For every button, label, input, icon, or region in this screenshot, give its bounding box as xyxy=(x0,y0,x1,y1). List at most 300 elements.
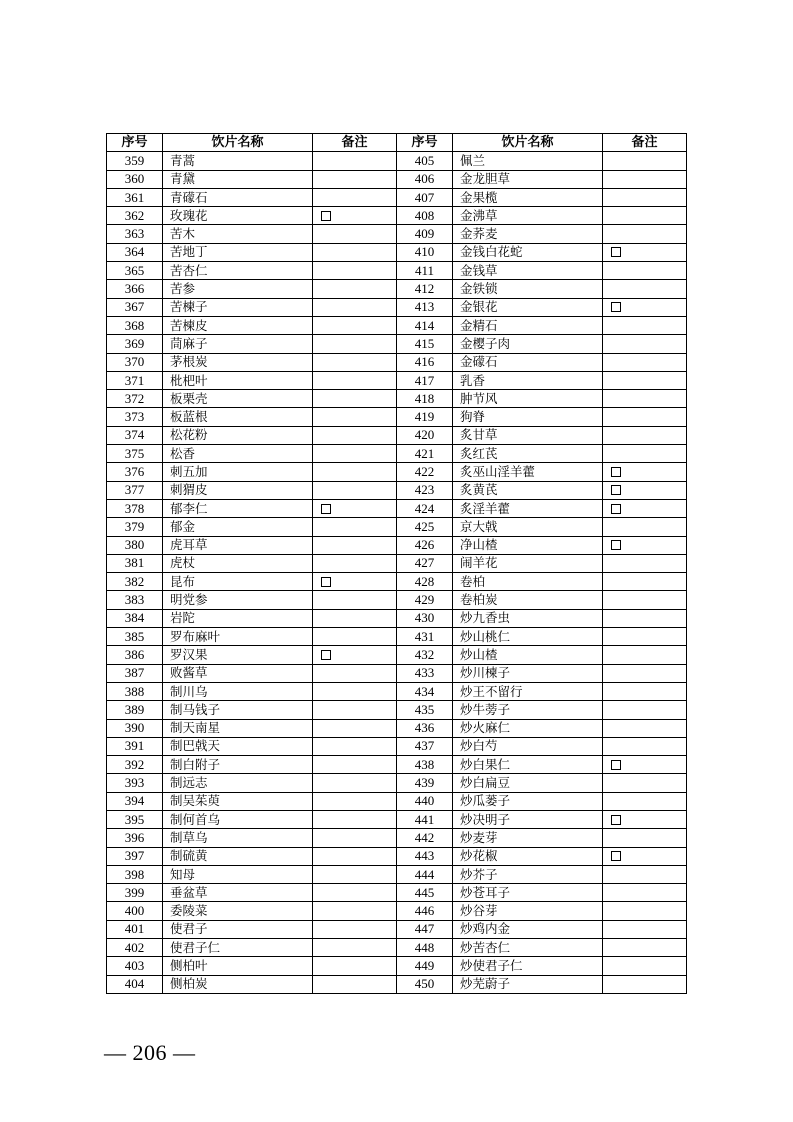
remark-cell xyxy=(603,243,687,261)
slice-name-cell: 明党参 xyxy=(163,591,313,609)
checkbox-square-icon xyxy=(321,577,331,587)
slice-name-cell: 知母 xyxy=(163,865,313,883)
serial-number-cell: 375 xyxy=(107,445,163,463)
slice-name-cell: 金铁锁 xyxy=(453,280,603,298)
serial-number-cell: 449 xyxy=(397,957,453,975)
serial-number-cell: 443 xyxy=(397,847,453,865)
remark-cell xyxy=(603,664,687,682)
slice-name-cell: 炒芜蔚子 xyxy=(453,975,603,993)
slice-name-cell: 炒花椒 xyxy=(453,847,603,865)
serial-number-cell: 361 xyxy=(107,188,163,206)
remark-cell xyxy=(603,646,687,664)
serial-number-cell: 362 xyxy=(107,207,163,225)
slice-name-cell: 炙巫山淫羊藿 xyxy=(453,463,603,481)
remark-cell xyxy=(313,371,397,389)
slice-name-cell: 苦参 xyxy=(163,280,313,298)
remark-cell xyxy=(603,353,687,371)
slice-name-cell: 金钱白花蛇 xyxy=(453,243,603,261)
serial-number-cell: 374 xyxy=(107,426,163,444)
slice-name-cell: 炒川楝子 xyxy=(453,664,603,682)
page-number: — 206 — xyxy=(104,1040,196,1065)
slice-name-cell: 狗脊 xyxy=(453,408,603,426)
slice-name-cell: 垂盆草 xyxy=(163,884,313,902)
checkbox-square-icon xyxy=(611,467,621,477)
slice-name-cell: 肿节风 xyxy=(453,390,603,408)
header-slice-name-left: 饮片名称 xyxy=(163,134,313,152)
serial-number-cell: 391 xyxy=(107,737,163,755)
remark-cell xyxy=(313,262,397,280)
remark-cell xyxy=(603,554,687,572)
slice-name-cell: 净山楂 xyxy=(453,536,603,554)
remark-cell xyxy=(603,426,687,444)
remark-cell xyxy=(313,481,397,499)
slice-name-cell: 虎杖 xyxy=(163,554,313,572)
remark-cell xyxy=(313,774,397,792)
table-row xyxy=(107,335,687,353)
slice-name-cell: 玫瑰花 xyxy=(163,207,313,225)
serial-number-cell: 437 xyxy=(397,737,453,755)
serial-number-cell: 426 xyxy=(397,536,453,554)
table-row xyxy=(107,682,687,700)
remark-cell xyxy=(313,426,397,444)
remark-cell xyxy=(313,573,397,591)
slice-name-cell: 金果榄 xyxy=(453,188,603,206)
serial-number-cell: 376 xyxy=(107,463,163,481)
serial-number-cell: 445 xyxy=(397,884,453,902)
slice-name-cell: 松香 xyxy=(163,445,313,463)
serial-number-cell: 397 xyxy=(107,847,163,865)
serial-number-cell: 400 xyxy=(107,902,163,920)
remark-cell xyxy=(313,646,397,664)
serial-number-cell: 417 xyxy=(397,371,453,389)
slice-name-cell: 炒使君子仁 xyxy=(453,957,603,975)
table-row xyxy=(107,719,687,737)
serial-number-cell: 360 xyxy=(107,170,163,188)
remark-cell xyxy=(603,609,687,627)
serial-number-cell: 418 xyxy=(397,390,453,408)
remark-cell xyxy=(603,536,687,554)
remark-cell xyxy=(603,902,687,920)
slice-name-cell: 炒九香虫 xyxy=(453,609,603,627)
slice-name-cell: 炒麦芽 xyxy=(453,829,603,847)
remark-cell xyxy=(603,829,687,847)
slice-name-cell: 岩陀 xyxy=(163,609,313,627)
slice-name-cell: 炒决明子 xyxy=(453,810,603,828)
slice-name-cell: 炒火麻仁 xyxy=(453,719,603,737)
table-row xyxy=(107,463,687,481)
slice-name-cell: 松花粉 xyxy=(163,426,313,444)
slice-name-cell: 炒谷芽 xyxy=(453,902,603,920)
slice-name-cell: 制草乌 xyxy=(163,829,313,847)
table-row xyxy=(107,939,687,957)
table-row xyxy=(107,408,687,426)
table-row xyxy=(107,298,687,316)
table-row xyxy=(107,390,687,408)
remark-cell xyxy=(313,499,397,517)
remark-cell xyxy=(313,554,397,572)
slice-name-cell: 制天南星 xyxy=(163,719,313,737)
slice-name-cell: 板蓝根 xyxy=(163,408,313,426)
table-row xyxy=(107,445,687,463)
header-serial-left: 序号 xyxy=(107,134,163,152)
serial-number-cell: 390 xyxy=(107,719,163,737)
serial-number-cell: 395 xyxy=(107,810,163,828)
table-row xyxy=(107,262,687,280)
slice-name-cell: 炒白芍 xyxy=(453,737,603,755)
serial-number-cell: 436 xyxy=(397,719,453,737)
checkbox-square-icon xyxy=(611,504,621,514)
remark-cell xyxy=(603,682,687,700)
remark-cell xyxy=(603,225,687,243)
slice-name-cell: 青黛 xyxy=(163,170,313,188)
table-row xyxy=(107,243,687,261)
remark-cell xyxy=(603,975,687,993)
remark-cell xyxy=(603,371,687,389)
slice-name-cell: 炙甘草 xyxy=(453,426,603,444)
table-row xyxy=(107,810,687,828)
remark-cell xyxy=(603,390,687,408)
remark-cell xyxy=(313,902,397,920)
table-row xyxy=(107,865,687,883)
slice-name-cell: 委陵菜 xyxy=(163,902,313,920)
remark-cell xyxy=(313,280,397,298)
slice-name-cell: 制何首乌 xyxy=(163,810,313,828)
table-row xyxy=(107,792,687,810)
serial-number-cell: 423 xyxy=(397,481,453,499)
table-row xyxy=(107,957,687,975)
slice-name-cell: 卷柏 xyxy=(453,573,603,591)
remark-cell xyxy=(313,737,397,755)
herbal-slices-table xyxy=(106,133,687,994)
remark-cell xyxy=(603,591,687,609)
slice-name-cell: 苦地丁 xyxy=(163,243,313,261)
remark-cell xyxy=(603,756,687,774)
remark-cell xyxy=(313,207,397,225)
serial-number-cell: 385 xyxy=(107,628,163,646)
slice-name-cell: 制巴戟天 xyxy=(163,737,313,755)
serial-number-cell: 382 xyxy=(107,573,163,591)
table-row xyxy=(107,756,687,774)
remark-cell xyxy=(313,682,397,700)
serial-number-cell: 377 xyxy=(107,481,163,499)
serial-number-cell: 435 xyxy=(397,701,453,719)
remark-cell xyxy=(603,628,687,646)
slice-name-cell: 茼麻子 xyxy=(163,335,313,353)
remark-cell xyxy=(603,207,687,225)
slice-name-cell: 败酱草 xyxy=(163,664,313,682)
serial-number-cell: 415 xyxy=(397,335,453,353)
checkbox-square-icon xyxy=(321,211,331,221)
table-row xyxy=(107,847,687,865)
serial-number-cell: 427 xyxy=(397,554,453,572)
table-row xyxy=(107,499,687,517)
serial-number-cell: 444 xyxy=(397,865,453,883)
table-row xyxy=(107,207,687,225)
remark-cell xyxy=(603,884,687,902)
serial-number-cell: 393 xyxy=(107,774,163,792)
serial-number-cell: 402 xyxy=(107,939,163,957)
serial-number-cell: 434 xyxy=(397,682,453,700)
slice-name-cell: 炙黄芪 xyxy=(453,481,603,499)
serial-number-cell: 439 xyxy=(397,774,453,792)
slice-name-cell: 青礞石 xyxy=(163,188,313,206)
header-remark-left: 备注 xyxy=(313,134,397,152)
remark-cell xyxy=(313,756,397,774)
remark-cell xyxy=(603,847,687,865)
checkbox-square-icon xyxy=(611,540,621,550)
remark-cell xyxy=(313,810,397,828)
remark-cell xyxy=(313,920,397,938)
table-row xyxy=(107,975,687,993)
slice-name-cell: 制远志 xyxy=(163,774,313,792)
table-row xyxy=(107,902,687,920)
table-row xyxy=(107,664,687,682)
serial-number-cell: 407 xyxy=(397,188,453,206)
slice-name-cell: 使君子仁 xyxy=(163,939,313,957)
serial-number-cell: 378 xyxy=(107,499,163,517)
table-row xyxy=(107,829,687,847)
slice-name-cell: 金钱草 xyxy=(453,262,603,280)
remark-cell xyxy=(313,225,397,243)
slice-name-cell: 金银花 xyxy=(453,298,603,316)
table-row xyxy=(107,371,687,389)
serial-number-cell: 438 xyxy=(397,756,453,774)
slice-name-cell: 制吴茱萸 xyxy=(163,792,313,810)
serial-number-cell: 414 xyxy=(397,316,453,334)
slice-name-cell: 炙红芪 xyxy=(453,445,603,463)
remark-cell xyxy=(603,170,687,188)
serial-number-cell: 370 xyxy=(107,353,163,371)
table-row xyxy=(107,628,687,646)
slice-name-cell: 闹羊花 xyxy=(453,554,603,572)
serial-number-cell: 398 xyxy=(107,865,163,883)
serial-number-cell: 413 xyxy=(397,298,453,316)
serial-number-cell: 421 xyxy=(397,445,453,463)
serial-number-cell: 422 xyxy=(397,463,453,481)
slice-name-cell: 金樱子肉 xyxy=(453,335,603,353)
slice-name-cell: 刺五加 xyxy=(163,463,313,481)
table-row xyxy=(107,884,687,902)
remark-cell xyxy=(313,829,397,847)
checkbox-square-icon xyxy=(611,302,621,312)
slice-name-cell: 炒鸡内金 xyxy=(453,920,603,938)
serial-number-cell: 369 xyxy=(107,335,163,353)
remark-cell xyxy=(313,536,397,554)
remark-cell xyxy=(603,445,687,463)
table-row xyxy=(107,774,687,792)
serial-number-cell: 367 xyxy=(107,298,163,316)
table-row xyxy=(107,701,687,719)
slice-name-cell: 金沸草 xyxy=(453,207,603,225)
serial-number-cell: 440 xyxy=(397,792,453,810)
slice-name-cell: 制白附子 xyxy=(163,756,313,774)
serial-number-cell: 384 xyxy=(107,609,163,627)
slice-name-cell: 炒瓜蒌子 xyxy=(453,792,603,810)
remark-cell xyxy=(603,701,687,719)
remark-cell xyxy=(603,573,687,591)
table-row xyxy=(107,591,687,609)
table-row xyxy=(107,188,687,206)
remark-cell xyxy=(603,316,687,334)
remark-cell xyxy=(603,188,687,206)
remark-cell xyxy=(313,445,397,463)
slice-name-cell: 苦杏仁 xyxy=(163,262,313,280)
slice-name-cell: 炒山楂 xyxy=(453,646,603,664)
slice-name-cell: 罗汉果 xyxy=(163,646,313,664)
table-row xyxy=(107,316,687,334)
slice-name-cell: 金礞石 xyxy=(453,353,603,371)
serial-number-cell: 365 xyxy=(107,262,163,280)
remark-cell xyxy=(313,664,397,682)
remark-cell xyxy=(603,920,687,938)
remark-cell xyxy=(603,499,687,517)
remark-cell xyxy=(313,701,397,719)
remark-cell xyxy=(313,792,397,810)
remark-cell xyxy=(603,280,687,298)
remark-cell xyxy=(603,518,687,536)
slice-name-cell: 苦楝皮 xyxy=(163,316,313,334)
remark-cell xyxy=(313,957,397,975)
slice-name-cell: 炙淫羊藿 xyxy=(453,499,603,517)
serial-number-cell: 430 xyxy=(397,609,453,627)
slice-name-cell: 侧柏叶 xyxy=(163,957,313,975)
slice-name-cell: 郁李仁 xyxy=(163,499,313,517)
serial-number-cell: 386 xyxy=(107,646,163,664)
serial-number-cell: 416 xyxy=(397,353,453,371)
serial-number-cell: 410 xyxy=(397,243,453,261)
remark-cell xyxy=(313,719,397,737)
table-row xyxy=(107,170,687,188)
remark-cell xyxy=(603,335,687,353)
remark-cell xyxy=(313,243,397,261)
slice-name-cell: 金精石 xyxy=(453,316,603,334)
table-row xyxy=(107,554,687,572)
remark-cell xyxy=(603,152,687,170)
serial-number-cell: 381 xyxy=(107,554,163,572)
table-row xyxy=(107,280,687,298)
table-row xyxy=(107,609,687,627)
table-row xyxy=(107,737,687,755)
serial-number-cell: 448 xyxy=(397,939,453,957)
table-row xyxy=(107,225,687,243)
checkbox-square-icon xyxy=(321,650,331,660)
slice-name-cell: 制马钱子 xyxy=(163,701,313,719)
slice-name-cell: 卷柏炭 xyxy=(453,591,603,609)
remark-cell xyxy=(603,737,687,755)
slice-name-cell: 制川乌 xyxy=(163,682,313,700)
serial-number-cell: 406 xyxy=(397,170,453,188)
slice-name-cell: 枇杷叶 xyxy=(163,371,313,389)
slice-name-cell: 乳香 xyxy=(453,371,603,389)
slice-name-cell: 郁金 xyxy=(163,518,313,536)
remark-cell xyxy=(313,939,397,957)
remark-cell xyxy=(313,188,397,206)
serial-number-cell: 408 xyxy=(397,207,453,225)
serial-number-cell: 388 xyxy=(107,682,163,700)
serial-number-cell: 396 xyxy=(107,829,163,847)
slice-name-cell: 金龙胆草 xyxy=(453,170,603,188)
remark-cell xyxy=(313,847,397,865)
remark-cell xyxy=(313,152,397,170)
serial-number-cell: 403 xyxy=(107,957,163,975)
remark-cell xyxy=(603,298,687,316)
remark-cell xyxy=(313,975,397,993)
serial-number-cell: 431 xyxy=(397,628,453,646)
serial-number-cell: 446 xyxy=(397,902,453,920)
remark-cell xyxy=(603,463,687,481)
checkbox-square-icon xyxy=(611,485,621,495)
slice-name-cell: 炒芥子 xyxy=(453,865,603,883)
slice-name-cell: 炒山桃仁 xyxy=(453,628,603,646)
serial-number-cell: 399 xyxy=(107,884,163,902)
slice-name-cell: 苦楝子 xyxy=(163,298,313,316)
slice-name-cell: 炒苍耳子 xyxy=(453,884,603,902)
header-serial-right: 序号 xyxy=(397,134,453,152)
slice-name-cell: 昆布 xyxy=(163,573,313,591)
serial-number-cell: 387 xyxy=(107,664,163,682)
remark-cell xyxy=(603,939,687,957)
remark-cell xyxy=(313,609,397,627)
table-body xyxy=(107,152,687,994)
remark-cell xyxy=(313,298,397,316)
remark-cell xyxy=(313,518,397,536)
remark-cell xyxy=(313,390,397,408)
checkbox-square-icon xyxy=(611,851,621,861)
serial-number-cell: 389 xyxy=(107,701,163,719)
serial-number-cell: 447 xyxy=(397,920,453,938)
remark-cell xyxy=(603,810,687,828)
slice-name-cell: 虎耳草 xyxy=(163,536,313,554)
serial-number-cell: 424 xyxy=(397,499,453,517)
remark-cell xyxy=(313,353,397,371)
remark-cell xyxy=(313,170,397,188)
remark-cell xyxy=(313,335,397,353)
table-row xyxy=(107,646,687,664)
slice-name-cell: 炒白扁豆 xyxy=(453,774,603,792)
serial-number-cell: 432 xyxy=(397,646,453,664)
remark-cell xyxy=(603,408,687,426)
serial-number-cell: 366 xyxy=(107,280,163,298)
checkbox-square-icon xyxy=(611,815,621,825)
remark-cell xyxy=(313,591,397,609)
serial-number-cell: 419 xyxy=(397,408,453,426)
serial-number-cell: 359 xyxy=(107,152,163,170)
table-row xyxy=(107,573,687,591)
serial-number-cell: 411 xyxy=(397,262,453,280)
remark-cell xyxy=(603,774,687,792)
slice-name-cell: 茅根炭 xyxy=(163,353,313,371)
serial-number-cell: 379 xyxy=(107,518,163,536)
slice-name-cell: 炒王不留行 xyxy=(453,682,603,700)
serial-number-cell: 363 xyxy=(107,225,163,243)
slice-name-cell: 侧柏炭 xyxy=(163,975,313,993)
table-row xyxy=(107,353,687,371)
slice-name-cell: 京大戟 xyxy=(453,518,603,536)
serial-number-cell: 373 xyxy=(107,408,163,426)
slice-name-cell: 炒白果仁 xyxy=(453,756,603,774)
table-header-row xyxy=(107,134,687,152)
serial-number-cell: 441 xyxy=(397,810,453,828)
remark-cell xyxy=(313,316,397,334)
slice-name-cell: 青蒿 xyxy=(163,152,313,170)
serial-number-cell: 371 xyxy=(107,371,163,389)
slice-name-cell: 佩兰 xyxy=(453,152,603,170)
table-row xyxy=(107,426,687,444)
slice-name-cell: 炒苦杏仁 xyxy=(453,939,603,957)
header-remark-right: 备注 xyxy=(603,134,687,152)
serial-number-cell: 429 xyxy=(397,591,453,609)
serial-number-cell: 380 xyxy=(107,536,163,554)
